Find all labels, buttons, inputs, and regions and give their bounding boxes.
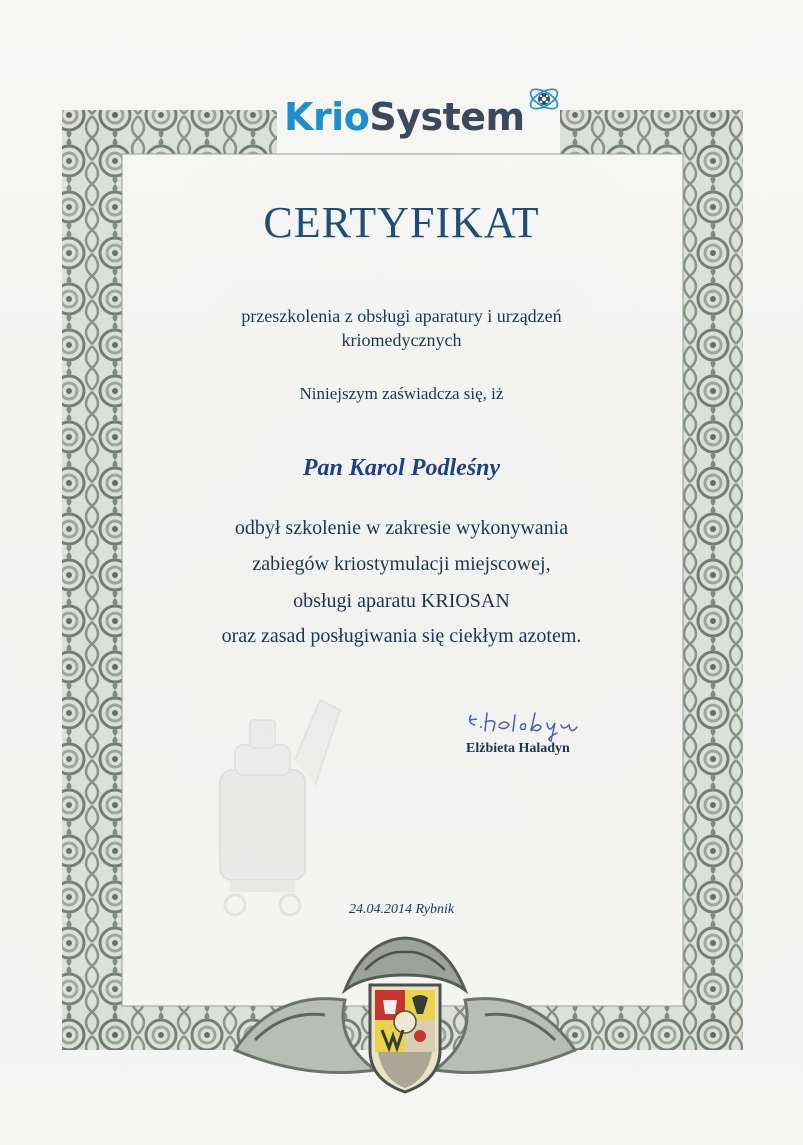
kriosystem-logo xyxy=(284,92,554,142)
body-line-4: oraz zasad posługiwania się ciekłym azotem. xyxy=(221,625,582,647)
logo-system-text: System xyxy=(369,95,525,139)
signatory-name: Elżbieta Haladyn xyxy=(466,741,570,756)
subtitle-line-1: przeszkolenia z obsługi aparatury i urządzeń xyxy=(241,306,562,326)
intro-text: Niniejszym zaświadcza się, iż xyxy=(299,384,504,403)
body-line-1: odbył szkolenie w zakresie wykonywania xyxy=(234,517,569,539)
date-place: 24.04.2014 Rybnik xyxy=(348,902,455,917)
recipient-name: Pan Karol Podleśny xyxy=(302,455,501,481)
kriosystem-logo-mark-icon xyxy=(527,82,561,116)
subtitle-line-2: kriomedycznych xyxy=(341,330,462,350)
certificate-title: CERTYFIKAT xyxy=(263,198,540,247)
handwritten-signature xyxy=(465,705,615,743)
logo-krio-text: Krio xyxy=(284,95,370,139)
coat-of-arms-icon xyxy=(215,930,595,1100)
body-line-2: zabiegów kriostymulacji miejscowej, xyxy=(252,553,551,575)
body-line-3: obsługi aparatu KRIOSAN xyxy=(293,590,510,612)
